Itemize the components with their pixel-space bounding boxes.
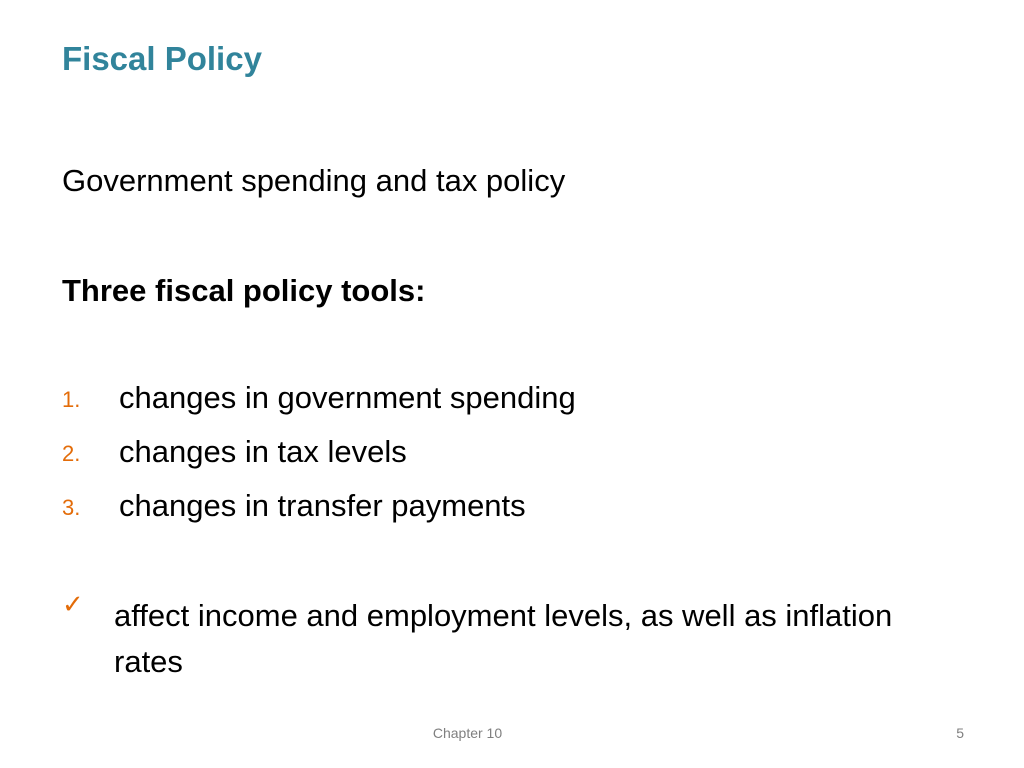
checkmark-icon: ✓ xyxy=(62,590,84,620)
list-item-text: changes in transfer payments xyxy=(119,488,526,523)
footer-chapter: Chapter 10 xyxy=(432,725,503,741)
list-number: 1. xyxy=(62,387,81,412)
list-item-text: changes in government spending xyxy=(119,380,576,415)
check-bullet-text: affect income and employment levels, as well as inflation rates xyxy=(114,598,893,679)
list-item-text: changes in tax levels xyxy=(119,434,407,469)
tools-heading: Three fiscal policy tools: xyxy=(62,273,426,308)
list-number: 3. xyxy=(62,495,81,520)
list-number: 2. xyxy=(62,441,81,466)
footer-page-number: 5 xyxy=(956,725,964,741)
slide-subtitle: Government spending and tax policy xyxy=(62,163,566,198)
slide-title: Fiscal Policy xyxy=(62,40,262,77)
